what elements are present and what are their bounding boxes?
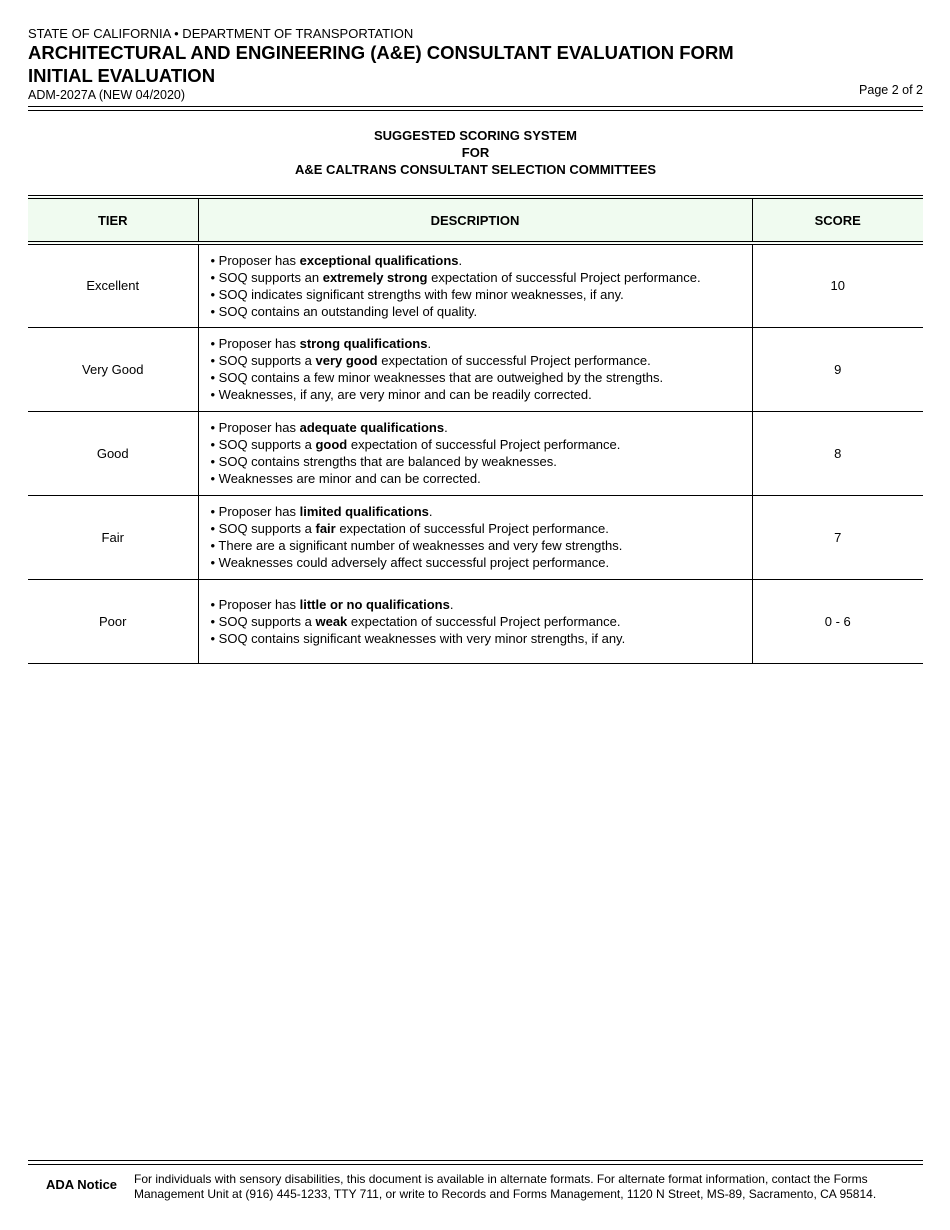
form-title-line-2: INITIAL EVALUATION bbox=[28, 65, 216, 86]
description-text: . bbox=[458, 252, 463, 268]
description-text: • There are a significant number of weaknesses and very few strengths. bbox=[210, 538, 623, 553]
description-text: • SOQ contains a few minor weaknesses that are outweighed by the strengths. bbox=[210, 370, 664, 385]
ada-notice-text bbox=[134, 1172, 924, 1202]
description-bullet bbox=[211, 436, 752, 453]
page-number: Page 2 of 2 bbox=[859, 83, 923, 97]
description-text: • SOQ supports an bbox=[210, 269, 323, 285]
score-cell: 9 bbox=[752, 327, 923, 411]
description-text: expectation of successful Project performance. bbox=[347, 613, 621, 629]
column-header-score: SCORE bbox=[752, 197, 923, 243]
column-header-tier: TIER bbox=[28, 197, 198, 243]
score-cell: 8 bbox=[752, 411, 923, 495]
description-bullet bbox=[211, 470, 752, 487]
description-bullet bbox=[211, 520, 752, 537]
description-bullet bbox=[211, 554, 752, 571]
tier-cell: Fair bbox=[28, 495, 198, 579]
description-bullet bbox=[211, 453, 752, 470]
description-text: • Weaknesses, if any, are very minor and can be readily corrected. bbox=[210, 387, 592, 402]
emphasis-text: fair bbox=[315, 521, 336, 536]
description-bullet bbox=[211, 503, 752, 520]
description-text: • Proposer has bbox=[210, 420, 300, 435]
description-bullet bbox=[211, 613, 752, 630]
emphasis-text: very good bbox=[315, 353, 378, 368]
form-header bbox=[28, 26, 923, 103]
description-text: . bbox=[449, 596, 454, 612]
header-divider bbox=[28, 106, 923, 111]
table-row bbox=[28, 243, 923, 327]
description-text: expectation of successful Project performance. bbox=[347, 437, 621, 452]
ada-notice-line-1: For individuals with sensory disabilities, this document is available in alternate formats. For alternate format information, contact the Forms bbox=[134, 1172, 868, 1186]
ada-notice-label: ADA Notice bbox=[46, 1177, 118, 1192]
description-bullet bbox=[211, 269, 752, 286]
description-cell bbox=[198, 243, 752, 327]
description-text: • SOQ indicates significant strengths with few minor weaknesses, if any. bbox=[210, 286, 624, 302]
ada-notice-line-2: Management Unit at (916) 445-1233, TTY 711, or write to Records and Forms Management, 1120 N Street, MS-89, Sacramento, CA 95814. bbox=[134, 1187, 877, 1201]
table-row bbox=[28, 495, 923, 579]
description-text: • Weaknesses could adversely affect successful project performance. bbox=[210, 555, 610, 570]
description-bullet bbox=[211, 252, 752, 269]
description-bullet bbox=[211, 286, 752, 303]
score-cell: 0 - 6 bbox=[752, 579, 923, 663]
description-bullet bbox=[211, 335, 752, 352]
description-text: • SOQ supports a bbox=[210, 437, 316, 452]
emphasis-text: extremely strong bbox=[322, 269, 428, 285]
description-cell bbox=[198, 495, 752, 579]
footer-divider bbox=[28, 1160, 923, 1165]
description-text: • Weaknesses are minor and can be corrected. bbox=[210, 471, 481, 486]
description-text: • SOQ supports a bbox=[210, 353, 316, 368]
description-text: expectation of successful Project performance. bbox=[427, 269, 701, 285]
section-heading bbox=[28, 127, 923, 178]
column-header-description: DESCRIPTION bbox=[198, 197, 752, 243]
emphasis-text: exceptional qualifications bbox=[299, 252, 459, 268]
score-cell: 10 bbox=[752, 243, 923, 327]
emphasis-text: limited qualifications bbox=[299, 504, 429, 519]
description-cell bbox=[198, 327, 752, 411]
description-text: • SOQ contains strengths that are balanced by weaknesses. bbox=[210, 454, 557, 469]
description-text: • SOQ supports a bbox=[210, 613, 316, 629]
score-cell: 7 bbox=[752, 495, 923, 579]
form-number: ADM-2027A (NEW 04/2020) bbox=[28, 88, 186, 102]
tier-cell: Very Good bbox=[28, 327, 198, 411]
table-row bbox=[28, 327, 923, 411]
table-row bbox=[28, 411, 923, 495]
emphasis-text: weak bbox=[315, 613, 348, 629]
description-text: • SOQ supports a bbox=[210, 521, 316, 536]
description-bullet bbox=[211, 419, 752, 436]
description-text: • SOQ contains significant weaknesses with very minor strengths, if any. bbox=[210, 630, 626, 646]
description-bullet bbox=[211, 303, 752, 320]
description-cell bbox=[198, 411, 752, 495]
description-text: . bbox=[428, 504, 433, 519]
emphasis-text: good bbox=[315, 437, 348, 452]
description-bullet bbox=[211, 630, 752, 647]
emphasis-text: strong qualifications bbox=[299, 336, 428, 351]
heading-line-3: A&E CALTRANS CONSULTANT SELECTION COMMITTEES bbox=[294, 162, 657, 177]
heading-line-2: FOR bbox=[461, 145, 490, 160]
description-text: • Proposer has bbox=[210, 504, 300, 519]
scoring-table bbox=[28, 195, 923, 664]
description-text: . bbox=[427, 336, 432, 351]
description-text: • Proposer has bbox=[210, 596, 300, 612]
table-header-row bbox=[28, 197, 923, 243]
emphasis-text: adequate qualifications bbox=[299, 420, 445, 435]
description-bullet bbox=[211, 596, 752, 613]
tier-cell: Excellent bbox=[28, 243, 198, 327]
description-bullet bbox=[211, 386, 752, 403]
tier-cell: Good bbox=[28, 411, 198, 495]
description-bullet bbox=[211, 352, 752, 369]
description-bullet bbox=[211, 369, 752, 386]
description-bullet bbox=[211, 537, 752, 554]
description-text: expectation of successful Project performance. bbox=[377, 353, 651, 368]
description-text: • SOQ contains an outstanding level of quality. bbox=[210, 303, 478, 319]
description-text: . bbox=[444, 420, 448, 435]
description-cell bbox=[198, 579, 752, 663]
description-text: • Proposer has bbox=[210, 252, 300, 268]
description-text: • Proposer has bbox=[210, 336, 300, 351]
emphasis-text: little or no qualifications bbox=[299, 596, 450, 612]
table-row bbox=[28, 579, 923, 663]
agency-name: STATE OF CALIFORNIA • DEPARTMENT OF TRANSPORTATION bbox=[28, 26, 414, 41]
description-text: expectation of successful Project performance. bbox=[335, 521, 609, 536]
heading-line-1: SUGGESTED SCORING SYSTEM bbox=[374, 128, 577, 143]
tier-cell: Poor bbox=[28, 579, 198, 663]
form-title-line-1: ARCHITECTURAL AND ENGINEERING (A&E) CONSULTANT EVALUATION FORM bbox=[28, 42, 734, 63]
